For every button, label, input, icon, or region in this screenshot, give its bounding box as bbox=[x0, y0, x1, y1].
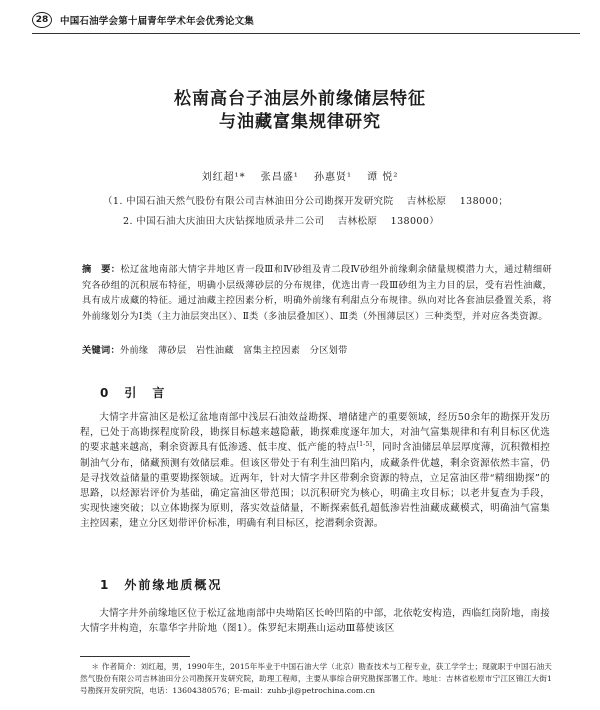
section-heading-introduction: 0 引 言 bbox=[100, 386, 167, 400]
title-line-2: 与油藏富集规律研究 bbox=[219, 112, 381, 132]
intro-text-a: 大情字井富油区是松辽盆地南部中浅层石油效益勘探、增储建产的重要领域，经历50余年的勘探开发历程，已处于高勘探程度阶段，勘探目标越来越隐蔽，勘探难度逐年加大，对油气富集规律和有利目标区优选的要求越来越高，剩余资源具有低渗透、低丰度、低产能的特点 bbox=[80, 412, 550, 454]
intro-text-b: ，同时含油储层单层厚度薄，沉积微相控制油气分布，储藏预测有效储层难。但该区带处于有利生油凹陷内，成藏条件优越，剩余资源依然丰富，仍是寻找效益储量的重要勘探领域。近两年，针对大情字井区带剩余资源的特点，立足富油区带“精细勘探”的思路，以烃源岩评价为基础，确定富油区带范围；以沉积研究为核心，明确主攻目标；以老井复查为手段，实现快速突破；以立体勘探为原则，落实效益储量，不断探索低孔超低渗岩性油藏成藏模式，明确油气富集主控因素，建立分区划带评价标准，明确有利目标区，挖潜剩余资源。 bbox=[80, 442, 550, 530]
abstract bbox=[82, 262, 552, 324]
affiliation-2: 2. 中国石油大庆油田大庆钻探地质录井二公司 吉林松原 138000） bbox=[123, 216, 440, 227]
title-line-1: 松南高台子油层外前缘储层特征 bbox=[174, 89, 426, 109]
paper-title bbox=[60, 88, 540, 134]
abstract-label: 摘 要： bbox=[82, 264, 121, 275]
author-footnote: ＊ 作者简介：刘红超，男，1990年生，2015年毕业于中国石油大学（北京）勘查技术与工程专业，获工学学士；现就职于中国石油天然气股份有限公司吉林油田分公司勘探开发研究院，助理工程师，主要从事综合研究勘探部署工作。地址：吉林省松原市宁江区锦江大街1号勘探开发研究院，电话：13604380576；E-mail：zuhb-jl@petrochina.com.cn bbox=[80, 662, 552, 695]
abstract-text: 松辽盆地南部大情字井地区青一段Ⅲ和Ⅳ砂组及青二段Ⅳ砂组外前缘剩余储量规模潜力大，通过精细研究各砂组的沉积展布特征，明确小层级薄砂层的分布规律，优选出青一段Ⅲ砂组为主力目的层，受有岩性油藏，具有成片成藏的特征。通过油藏主控因素分析，明确外前缘有利甜点分布规律。纵向对比各套油层叠置关系，将外前缘划分为Ⅰ类（主力油层突出区）、Ⅱ类（多油层叠加区）、Ⅲ类（外围薄层区）三种类型，并对应各类资源。 bbox=[82, 264, 552, 322]
introduction-paragraph bbox=[80, 410, 550, 532]
keywords-text: 外前缘 薄砂层 岩性油藏 富集主控因素 分区划带 bbox=[119, 345, 348, 356]
author-list: 刘红超¹* 张昌盛¹ 孙惠贤¹ 谭 悦² bbox=[201, 172, 399, 183]
citation-ref: [1-5] bbox=[356, 441, 373, 449]
keywords bbox=[82, 342, 552, 356]
keywords-label: 关键词： bbox=[82, 345, 120, 356]
running-header bbox=[32, 10, 582, 30]
footnote-divider bbox=[80, 656, 190, 657]
geology-paragraph: 大情字井外前缘地区位于松辽盆地南部中央坳陷区长岭凹陷的中部，北依乾安构造，西临红岗阶地，南接大情字井构造，东靠华字井阶地（图1）。侏罗纪末期燕山运动Ⅲ幕使该区 bbox=[80, 608, 550, 635]
affiliation-1: （1. 中国石油天然气股份有限公司吉林油田分公司勘探开发研究院 吉林松原 138000； bbox=[103, 196, 509, 207]
running-title: 中国石油学会第十届青年学术年会优秀论文集 bbox=[60, 16, 255, 27]
page-number: 28 bbox=[32, 12, 52, 28]
section-heading-geology: 1 外前缘地质概况 bbox=[100, 578, 223, 592]
header-divider bbox=[32, 33, 580, 34]
